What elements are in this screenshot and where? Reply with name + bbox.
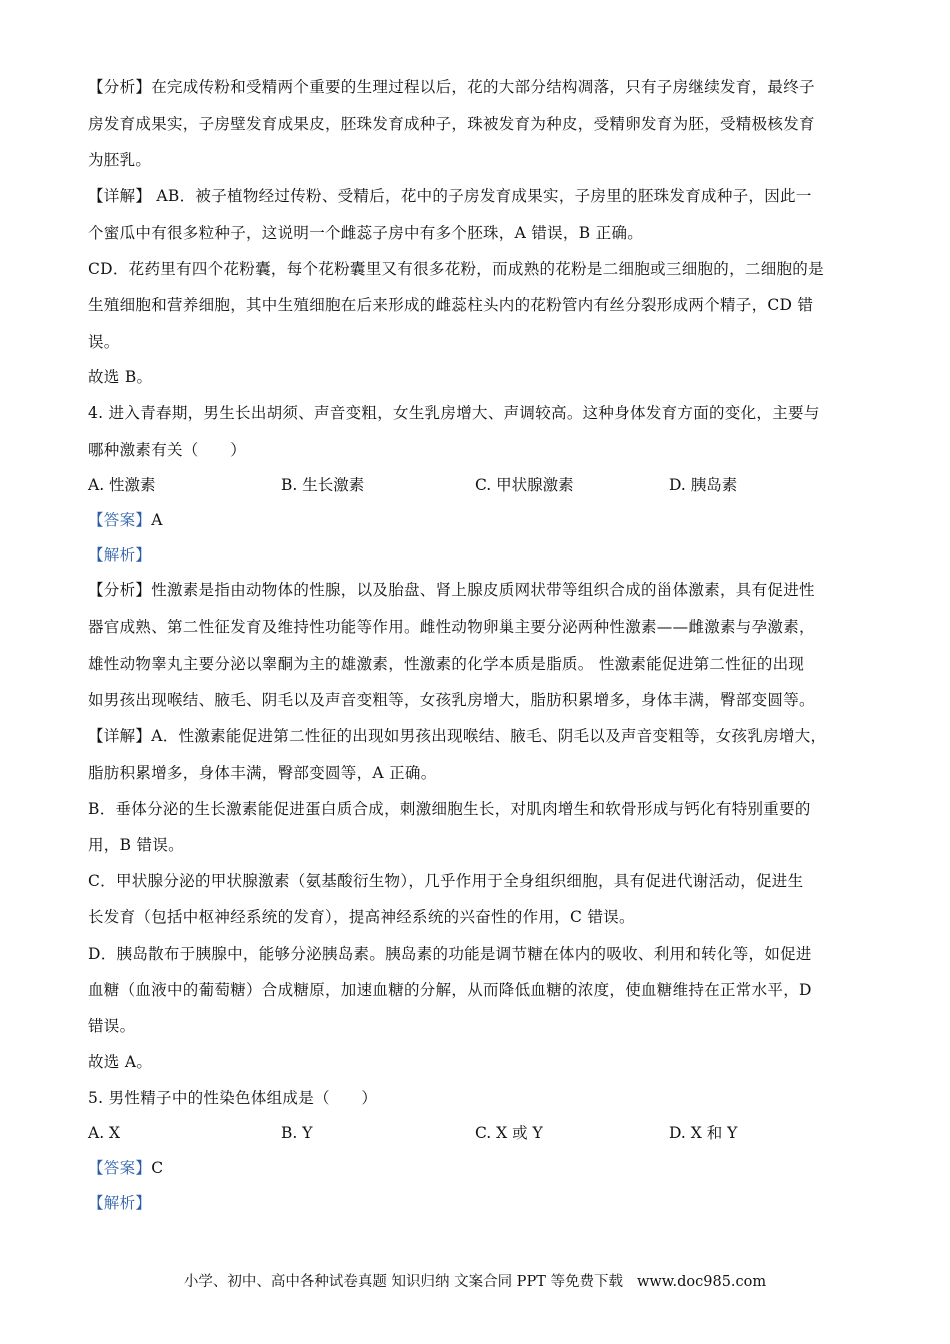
text-line: 脂肪积累增多，身体丰满，臀部变圆等，A 正确。 bbox=[88, 764, 437, 782]
text-line: 故选 B。 bbox=[88, 368, 153, 386]
text-line: 误。 bbox=[88, 333, 120, 351]
option-c: C. X 或 Y bbox=[475, 1124, 543, 1142]
text-line: 【详解】 AB．被子植物经过传粉、受精后，花中的子房发育成果实，子房里的胚珠发育成种子，因此一 bbox=[88, 187, 812, 205]
option-a: A. X bbox=[88, 1124, 121, 1142]
option-d: D. X 和 Y bbox=[669, 1124, 738, 1142]
text-line: D．胰岛散布于胰腺中，能够分泌胰岛素。胰岛素的功能是调节糖在体内的吸收、利用和转化等，如促进 bbox=[88, 945, 812, 963]
answer-label: 【答案】 bbox=[88, 511, 152, 529]
page-footer bbox=[0, 1270, 950, 1291]
text-line: 房发育成果实，子房壁发育成果皮，胚珠发育成种子，珠被发育为种皮，受精卵发育为胚，受精极核发育 bbox=[88, 115, 815, 133]
option-b: B. Y bbox=[281, 1124, 313, 1142]
option-d: D. 胰岛素 bbox=[669, 476, 738, 494]
answer-line bbox=[88, 1158, 868, 1178]
text-line: 生殖细胞和营养细胞，其中生殖细胞在后来形成的雌蕊柱头内的花粉管内有丝分裂形成两个精子，CD 错 bbox=[88, 296, 814, 314]
answer-line bbox=[88, 510, 868, 530]
section-tag: 【详解】 bbox=[88, 727, 152, 745]
question-4-stem: 4. 进入青春期，男生长出胡须、声音变粗，女生乳房增大、声调较高。这种身体发育方面的变化，主要与 bbox=[88, 404, 820, 422]
answer-label: 【答案】 bbox=[88, 1159, 152, 1177]
text-line: 用，B 错误。 bbox=[88, 836, 184, 854]
text-line: 错误。 bbox=[88, 1017, 136, 1035]
text-line: 个蜜瓜中有很多粒种子，这说明一个雌蕊子房中有多个胚珠，A 错误，B 正确。 bbox=[88, 224, 644, 242]
option-c: C. 甲状腺激素 bbox=[475, 476, 574, 494]
text-line: 血糖（血液中的葡萄糖）合成糖原，加速血糖的分解，从而降低血糖的浓度，使血糖维持在正常水平，D bbox=[88, 981, 812, 999]
answer-value: C bbox=[151, 1159, 164, 1177]
text-line: CD．花药里有四个花粉囊，每个花粉囊里又有很多花粉，而成熟的花粉是二细胞或三细胞的，二细胞的是 bbox=[88, 260, 824, 278]
text-line: 雄性动物睾丸主要分泌以睾酮为主的雄激素，性激素的化学本质是脂质。 性激素能促进第二性征的出现 bbox=[88, 655, 805, 673]
footer-text: 小学、初中、高中各种试卷真题 知识归纳 文案合同 PPT 等免费下载 bbox=[183, 1274, 623, 1290]
text-line: B．垂体分泌的生长激素能促进蛋白质合成，刺激细胞生长，对肌肉增生和软骨形成与钙化有特别重要的 bbox=[88, 800, 811, 818]
text-line: 为胚乳。 bbox=[88, 151, 152, 169]
text-line: 【分析】性激素是指由动物体的性腺，以及胎盘、肾上腺皮质网状带等组织合成的甾体激素，具有促进性 bbox=[88, 581, 815, 599]
footer-url[interactable]: www.doc985.com bbox=[636, 1274, 767, 1290]
text-line: C．甲状腺分泌的甲状腺激素（氨基酸衍生物），几乎作用于全身组织细胞，具有促进代谢活动，促进生 bbox=[88, 872, 804, 890]
text-line: 【分析】在完成传粉和受精两个重要的生理过程以后，花的大部分结构凋落，只有子房继续发育，最终子 bbox=[88, 78, 815, 96]
question-5-stem: 5. 男性精子中的性染色体组成是（ ） bbox=[88, 1089, 378, 1107]
section-tag: 【详解】 bbox=[88, 187, 152, 205]
section-tag: 【分析】 bbox=[88, 78, 152, 96]
text-line: 【详解】A．性激素能促进第二性征的出现如男孩出现喉结、腋毛、阴毛以及声音变粗等，女孩乳房增大， bbox=[88, 727, 827, 745]
answer-value: A bbox=[151, 511, 163, 529]
analysis-label: 【解析】 bbox=[88, 1194, 152, 1212]
section-tag: 【分析】 bbox=[88, 581, 152, 599]
text-line: 故选 A。 bbox=[88, 1053, 153, 1071]
analysis-label: 【解析】 bbox=[88, 546, 152, 564]
option-a: A. 性激素 bbox=[88, 476, 156, 494]
option-b: B. 生长激素 bbox=[281, 476, 365, 494]
question-4-stem: 哪种激素有关（ ） bbox=[88, 441, 247, 459]
text-line: 如男孩出现喉结、腋毛、阴毛以及声音变粗等，女孩乳房增大，脂肪积累增多，身体丰满，臀部变圆等。 bbox=[88, 691, 815, 709]
text-line: 长发育（包括中枢神经系统的发育），提高神经系统的兴奋性的作用，C 错误。 bbox=[88, 908, 635, 926]
text-line: 器官成熟、第二性征发育及维持性功能等作用。雌性动物卵巢主要分泌两种性激素——雌激素与孕激素， bbox=[88, 618, 815, 636]
